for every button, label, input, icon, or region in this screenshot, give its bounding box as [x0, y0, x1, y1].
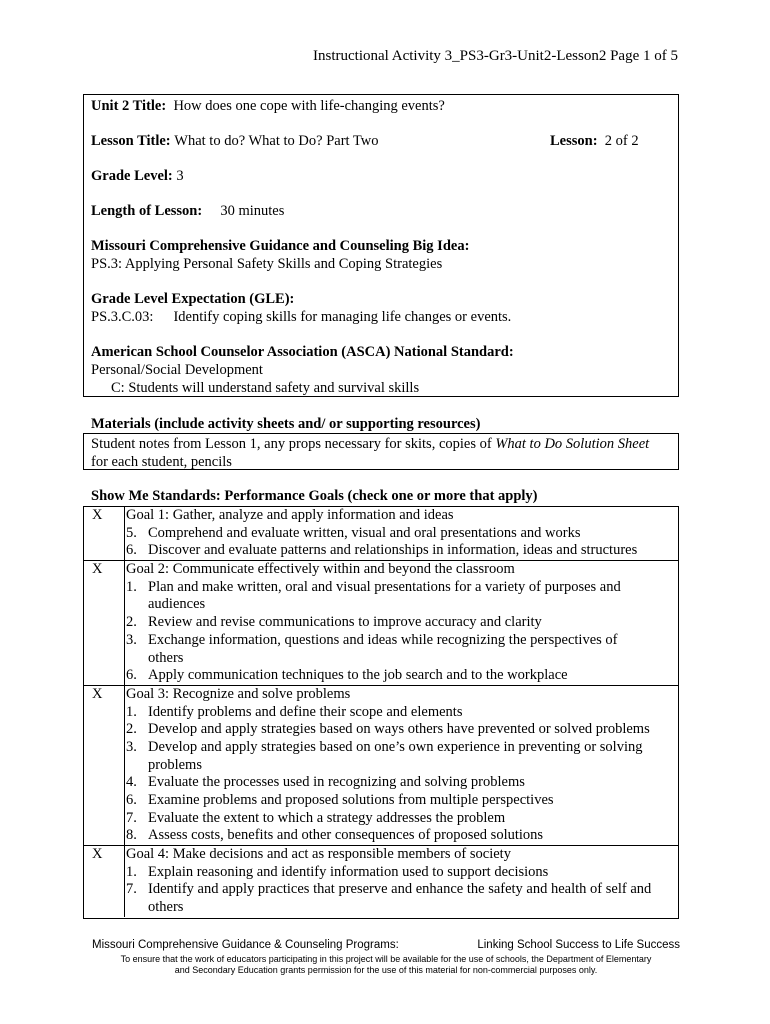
footer-notice-line2: and Secondary Education grants permission for the use of this material for non-commercial purposes only. — [174, 965, 598, 975]
goal-item — [126, 827, 678, 845]
goal-row — [84, 686, 678, 846]
goal-item — [126, 542, 678, 560]
goal-check-mark: X — [92, 561, 103, 578]
goal-item-text: others — [148, 649, 184, 666]
goal-item-text: Goal 4: Make decisions and act as responsible members of society — [126, 846, 511, 863]
goal-item — [126, 721, 678, 739]
lesson-info-box — [83, 94, 679, 397]
goal-item-text: problems — [148, 756, 202, 773]
goal-item — [126, 810, 678, 828]
big-idea-value: PS.3: Applying Personal Safety Skills and Coping Strategies — [91, 256, 443, 272]
goal-heading — [126, 686, 678, 704]
unit-title-label: Unit 2 Title: — [91, 98, 167, 114]
footer-program: Missouri Comprehensive Guidance & Counseling Programs: — [92, 939, 399, 951]
goal-item-text: Goal 2: Communicate effectively within and beyond the classroom — [126, 561, 515, 578]
goal-item-text: Apply communication techniques to the job search and to the workplace — [148, 667, 568, 684]
goal-item-text: Examine problems and proposed solutions from multiple perspectives — [148, 792, 554, 808]
goal-item-text: Plan and make written, oral and visual presentations for a variety of purposes and — [148, 578, 621, 595]
goal-item-number: 1. — [126, 703, 137, 720]
gle-code: PS.3.C.03: — [91, 309, 154, 325]
lesson-number-label: Lesson: — [550, 133, 598, 149]
goal-heading — [126, 507, 678, 525]
goal-row — [84, 507, 678, 561]
materials-text: Student notes from Lesson 1, any props necessary for skits, copies of — [91, 436, 496, 452]
goal-item-text: Develop and apply strategies based on one’s own experience in preventing or solving — [148, 738, 643, 755]
lesson-number-value: 2 of 2 — [604, 133, 639, 149]
goal-item-text: Exchange information, questions and ideas while recognizing the perspectives of — [148, 631, 618, 648]
asca-domain: Personal/Social Development — [91, 362, 263, 378]
goal-item-number: 1. — [126, 578, 137, 595]
materials-title: Materials (include activity sheets and/ or supporting resources) — [91, 416, 481, 432]
big-idea-label: Missouri Comprehensive Guidance and Counseling Big Idea: — [91, 238, 470, 254]
goal-item-text: Comprehend and evaluate written, visual and oral presentations and works — [148, 524, 581, 541]
goal-item-number: 6. — [126, 792, 137, 808]
gle-label: Grade Level Expectation (GLE): — [91, 291, 295, 307]
goal-row — [84, 846, 678, 917]
goal-item — [126, 525, 678, 543]
lesson-length-label: Length of Lesson: — [91, 203, 203, 219]
goal-item-number: 7. — [126, 809, 137, 826]
standards-title: Show Me Standards: Performance Goals (check one or more that apply) — [91, 488, 538, 504]
lesson-title-label: Lesson Title: — [91, 133, 171, 149]
footer-notice-line1: To ensure that the work of educators participating in this project will be available for the use of schools, the Department of Elementary — [120, 954, 652, 964]
goal-item — [126, 864, 678, 882]
lesson-length-value: 30 minutes — [220, 203, 285, 219]
unit-title-value: How does one cope with life-changing events? — [173, 98, 445, 114]
goal-item — [126, 792, 678, 810]
goal-item-text: Develop and apply strategies based on ways others have prevented or solved problems — [148, 721, 650, 738]
footer-slogan: Linking School Success to Life Success — [477, 939, 680, 951]
standards-goals-table — [83, 506, 679, 919]
goal-item-text: Explain reasoning and identify information used to support decisions — [148, 863, 549, 880]
goal-item-text: Evaluate the extent to which a strategy addresses the problem — [148, 809, 506, 826]
page-footer — [92, 939, 680, 976]
goal-item — [126, 667, 678, 685]
goal-item — [126, 579, 678, 597]
goal-item-text: Identify and apply practices that preserve and enhance the safety and health of self and — [148, 881, 652, 898]
goal-item-number: 6. — [126, 667, 137, 684]
grade-level-label: Grade Level: — [91, 168, 173, 184]
goal-item-text: Goal 1: Gather, analyze and apply information and ideas — [126, 507, 454, 523]
asca-label: American School Counselor Association (ASCA) National Standard: — [91, 344, 514, 360]
goal-item — [126, 774, 678, 792]
goal-item-text: Evaluate the processes used in recognizing and solving problems — [148, 774, 525, 791]
goal-item-text: Discover and evaluate patterns and relationships in information, ideas and structures — [148, 542, 638, 559]
goal-item-number: 6. — [126, 542, 137, 559]
goal-item — [126, 739, 678, 757]
goal-item-number: 7. — [126, 881, 137, 898]
goal-item — [126, 757, 678, 775]
goal-item — [126, 632, 678, 650]
materials-text-line2: for each student, pencils — [91, 453, 232, 470]
materials-sheet-name: What to Do Solution Sheet — [495, 436, 650, 452]
goal-heading — [126, 561, 678, 579]
goal-item-number: 4. — [126, 774, 137, 791]
page-header: Instructional Activity 3_PS3-Gr3-Unit2-Lesson2 Page 1 of 5 — [313, 48, 678, 64]
goal-item-number: 3. — [126, 738, 137, 755]
goal-item-number: 2. — [126, 721, 137, 738]
goal-item-text: audiences — [148, 596, 206, 613]
goal-item — [126, 596, 678, 614]
goal-item-text: Identify problems and define their scope and elements — [148, 703, 463, 720]
goal-check-mark: X — [92, 685, 103, 702]
goal-row — [84, 561, 678, 686]
gle-value: Identify coping skills for managing life changes or events. — [173, 309, 512, 325]
goal-heading — [126, 846, 678, 864]
goal-item-number: 8. — [126, 827, 137, 844]
goal-item — [126, 899, 678, 917]
goal-item — [126, 650, 678, 668]
materials-box — [83, 433, 679, 470]
asca-standard: C: Students will understand safety and survival skills — [111, 380, 420, 396]
goal-item-text: Goal 3: Recognize and solve problems — [126, 685, 351, 702]
goal-item — [126, 614, 678, 632]
goal-item-text: Review and revise communications to improve accuracy and clarity — [148, 614, 542, 631]
goal-item-number: 5. — [126, 524, 137, 541]
goal-item — [126, 881, 678, 899]
lesson-title-value: What to do? What to Do? Part Two — [174, 133, 379, 149]
goal-check-mark: X — [92, 507, 103, 523]
goal-item-text: Assess costs, benefits and other consequences of proposed solutions — [148, 827, 544, 844]
goal-item — [126, 704, 678, 722]
grade-level-value: 3 — [176, 168, 184, 184]
goal-check-mark: X — [92, 846, 103, 863]
goal-item-number: 2. — [126, 614, 137, 631]
goal-item-text: others — [148, 899, 184, 916]
goal-item-number: 3. — [126, 631, 137, 648]
goal-item-number: 1. — [126, 863, 137, 880]
